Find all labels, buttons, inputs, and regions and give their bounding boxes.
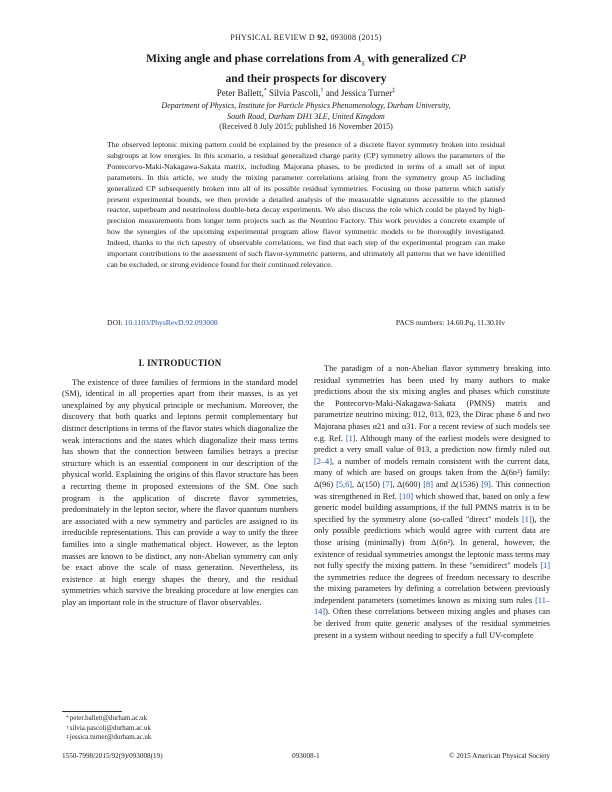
author-list: Peter Ballett,* Silvia Pascoli,† and Jessica Turner‡ [216, 88, 396, 98]
citation-link[interactable]: [2–4] [314, 456, 332, 466]
meta-row [107, 318, 505, 327]
citation-link[interactable]: [1] [345, 433, 356, 443]
section-heading: I. INTRODUCTION [138, 358, 222, 368]
citation-link[interactable]: [7] [382, 479, 393, 489]
footnote-email[interactable]: *peter.ballett@durham.ac.uk [66, 714, 148, 722]
citation-link[interactable]: [11–14] [314, 595, 550, 617]
citation-link[interactable]: [9] [481, 479, 491, 489]
article-id: 093008 (2015) [330, 33, 382, 42]
footnote-email[interactable]: ‡jessica.turner@durham.ac.uk [66, 733, 152, 742]
footnote-divider [62, 711, 122, 712]
footnote-email[interactable]: †silvia.pascoli@durham.ac.uk [66, 723, 152, 732]
doi: DOI: 10.1103/PhysRevD.92.093008 [107, 318, 218, 327]
left-column [62, 358, 298, 608]
citation-link[interactable]: [1] [540, 561, 550, 571]
doi-link[interactable]: 10.1103/PhysRevD.92.093008 [124, 318, 218, 327]
pacs-numbers: PACS numbers: 14.60.Pq, 11.30.Hv [395, 318, 505, 327]
journal-name: PHYSICAL REVIEW D [230, 33, 315, 42]
journal-volume: 92, [317, 33, 329, 42]
page-footer [62, 752, 550, 760]
received-date: (Received 8 July 2015; published 16 November 2015) [219, 122, 393, 131]
citation-link[interactable]: [8] [423, 479, 433, 489]
author: Peter Ballett, [216, 88, 264, 98]
copyright: © 2015 American Physical Society [449, 752, 550, 760]
right-column [314, 363, 550, 641]
issn: 1550-7998/2015/92(9)/093008(19) [62, 752, 163, 760]
paper-title: Mixing angle and phase correlations from $A_5$ with generalized CP and their prospects for discovery [146, 53, 466, 86]
paragraph: The existence of three families of fermions in the standard model (SM), identical in all properties apart from their masses, is as yet unexplained by any physical principle or mechanism. Moreover, the discovery that both quarks and leptons permit complementary but distinct descriptions in terms of the flavor states which diagonalize the weak interactions and the states which diagonalize their mass terms has shown that the connection between families betrays a precise structure which is an essential component in our description of the physical world. Explaining the origins of this flavor structure has been a recurring theme in proposed extensions of the SM. One such program is the application of discrete flavor symmetries, predominately in the lepton sector, where the flavor quantum numbers are associated with a new symmetry and particles are assigned to its irreducible representations. This can provide a way to unify the three families into a single mathematical object. However, as the lepton masses are known to be distinct, any non-Abelian symmetry can only be exact above the scale of mass generation. Nevertheless, its existence at high energy shapes the theory, and the residual symmetries which survive the breaking procedure at low energies can play an important role in the structure of flavor observables. [62, 377, 298, 607]
paragraph: The paradigm of a non-Abelian flavor symmetry breaking into residual symmetries has been used by many authors to make predictions about the six mixing angles and phases which constitute the Pontecorvo-Maki-Nakagawa-Sakata (PMNS) matrix and parametrize neutrino mixing: θ12, θ13, θ23, the Dirac phase δ and two Majorana phases α21 and α31. For a recent review of such models see e.g. Ref. [1]. Although many of the earliest models were designed to predict a very small value of θ13, a prediction now firmly ruled out [2–4], a number of models remain consistent with the current data, many of which are based on groups taken from the Δ(6n²) family: Δ(96) [5,6], Δ(150) [7], Δ(600) [8] and Δ(1536) [9]. This connection was strengthened in Ref. [10] which showed that, based on only a few generic model building assumptions, if the full PMNS matrix is to be specified by the symmetry alone (so-called "direct" models [1]), the only possible predictions which would agree with current data are those arising (minimally) from Δ(6n²). In general, however, the existence of residual symmetries amongst the leptonic mass terms may not fully specify the mixing pattern. In these "semidirect" models [1] the symmetries reduce the degrees of freedom necessary to describe the mixing parameters by defining a correlation between previously independent parameters (sometimes known as mixing sum rules [11–14]). Often these correlations between mixing angles and phases can be derived from quite generic analyses of the residual symmetries present in a system without needing to specify a full UV-complete [314, 364, 551, 640]
page-number: 093008-1 [292, 752, 320, 760]
citation-link[interactable]: [1] [522, 514, 532, 524]
abstract: The observed leptonic mixing pattern could be explained by the presence of a discrete flavor symmetry broken into residual subgroups at low energies. In this scenario, a residual generalized charge parity (CP) symmetry allows the parameters of the Pontecorvo-Maki-Nakagawa-Sakata matrix, including Majorana phases, to be predicted in terms of a small set of input parameters. In this article, we study the mixing parameter correlations arising from the symmetry group A5 including generalized CP subsequently broken into all of its possible residual symmetries. Focusing on those patterns which satisfy present experimental bounds, we then provide a detailed analysis of the measurable signatures accessible to the planned reactor, superbeam and neutrinoless double-beta decay experiments. We also discuss the role which could be played by high-precision measurements from longer term projects such as the Neutrino Factory. This work provides a concrete example of how the synergies of the upcoming experimental program allow flavor symmetric models to be thoroughly investigated. Indeed, thanks to the rich tapestry of observable correlations, we find that each step of the experimental program can make important contributions to the assessment of such flavor-symmetric patterns, and ultimately all patterns that we have identified can be excluded, or strong evidence found for their continued relevance. [107, 140, 505, 269]
author: and Jessica Turner [325, 88, 393, 98]
affiliation: Department of Physics, Institute for Particle Physics Phenomenology, Durham University, South Road, Durham DH1 3LE, United Kingdom [161, 101, 451, 121]
citation-link[interactable]: [10] [399, 491, 414, 501]
author: Silvia Pascoli, [269, 88, 321, 98]
footnotes [62, 714, 298, 743]
citation-link[interactable]: [5,6] [336, 479, 352, 489]
journal-header [0, 33, 612, 42]
